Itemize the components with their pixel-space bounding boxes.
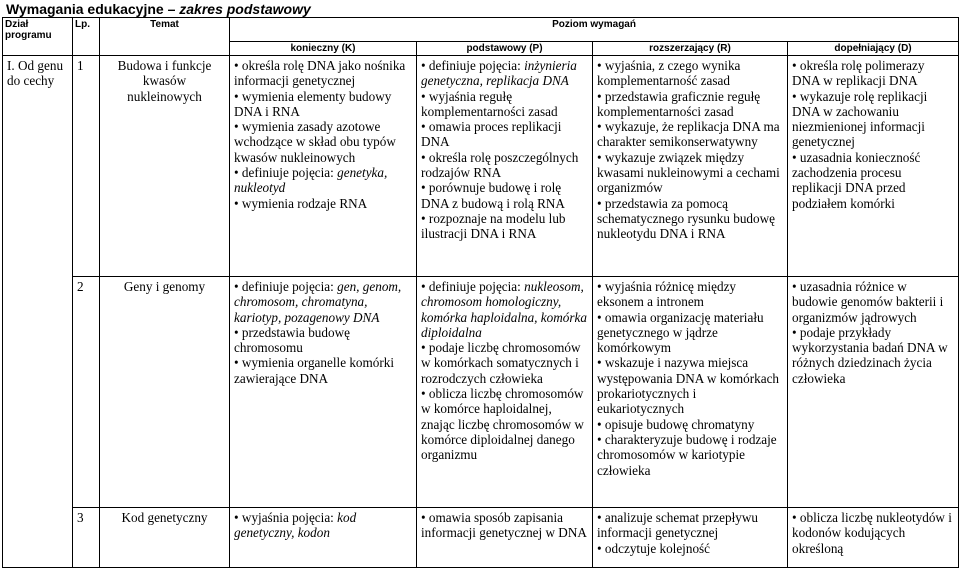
list-item (597, 89, 783, 120)
list-item-text: przedstawia za pomocą schematycznego rysunku budowę nukleotydu DNA i RNA (597, 195, 775, 242)
list-item (792, 89, 954, 150)
list-item-text: przedstawia budowę chromosomu (234, 324, 350, 356)
list-item (792, 325, 954, 386)
list-item-text: omawia sposób zapisania informacji genetycznej w DNA (421, 510, 587, 541)
row-temat: Kod genetyczny (100, 508, 230, 568)
list-item-text: omawia proces replikacji DNA (421, 119, 562, 150)
list-item-text: wymienia zasady azotowe wchodzące w skład obu typów kwasów nukleinowych (234, 119, 396, 165)
cell-konieczny (230, 508, 417, 568)
list-item (792, 58, 954, 89)
list-item (234, 119, 412, 165)
list-item-text: wykazuje rolę replikacji DNA w zachowaniu niezmienionej informacji genetycznej (792, 88, 928, 150)
list-item-term: gen, genom, chromosom, chromatyna, kariotyp, pozagenowy DNA (234, 279, 402, 325)
list-item (792, 510, 954, 556)
row-lp: 1 (73, 56, 100, 277)
cell-rozszerzajacy (593, 56, 788, 277)
requirements-table (2, 17, 959, 568)
cell-dopelniajacy (788, 277, 959, 508)
list-item (597, 196, 783, 242)
list-item-text: podaje liczbę chromosomów w komórkach somatycznych i rozrodczych człowieka (421, 340, 581, 386)
list-item-text: wykazuje związek między kwasami nukleinowymi a cechami organizmów (597, 149, 780, 196)
list-item-text: określa rolę polimerazy DNA w replikacji DNA (792, 58, 925, 89)
list-item (597, 355, 783, 416)
row-temat: Budowa i funkcje kwasów nukleinowych (100, 56, 230, 277)
list-item (421, 180, 588, 211)
header-dzial: Dział programu (3, 18, 73, 56)
page-title-plain: Wymagania edukacyjne – (6, 1, 180, 17)
page-title-italic: zakres podstawowy (179, 1, 311, 17)
list-item (234, 89, 412, 120)
list-item (597, 510, 783, 541)
list-item-text: definiuje pojęcia: (241, 279, 338, 294)
cell-dopelniajacy (788, 56, 959, 277)
list-item-text: uzasadnia konieczność zachodzenia procesu replikacji DNA przed podziałem komórki (792, 149, 921, 211)
list-item-text: rozpoznaje na modelu lub ilustracji DNA i RNA (421, 210, 566, 242)
list-item (597, 310, 783, 356)
list-item-text: wymienia organelle komórki zawierające DNA (234, 355, 395, 386)
list-item (597, 432, 783, 478)
list-item-term: genetyka, nukleotyd (234, 165, 388, 196)
list-item (421, 119, 588, 150)
list-item (421, 340, 588, 386)
list-item-term: nukleosom, chromosom homologiczny, komórka haploidalna, komórka diploidalna (421, 279, 587, 340)
list-item-text: przedstawia graficznie regułę komplementarności zasad (597, 88, 761, 119)
list-item-text: wymienia rodzaje RNA (241, 195, 368, 211)
cell-konieczny (230, 277, 417, 508)
list-item-text: wyjaśnia różnicę między eksonem a intronem (597, 279, 737, 310)
list-item-text: odczytuje kolejność (604, 540, 711, 556)
cell-dopelniajacy (788, 508, 959, 568)
list-item-text: analizuje schemat przepływu informacji genetycznej (597, 510, 758, 541)
cell-rozszerzajacy (593, 277, 788, 508)
list-item (421, 279, 588, 340)
list-item (234, 510, 412, 541)
list-item-text: podaje przykłady wykorzystania badań DNA w różnych dziedzinach życia człowieka (792, 324, 948, 386)
header-level-k: konieczny (K) (230, 42, 417, 56)
table-row (3, 277, 959, 508)
header-level-p: podstawowy (P) (417, 42, 593, 56)
table-row (3, 508, 959, 568)
list-item (234, 355, 412, 386)
list-item (421, 211, 588, 242)
list-item-text: porównuje budowę i rolę DNA z budową i rolą RNA (421, 180, 565, 211)
cell-rozszerzajacy (593, 508, 788, 568)
list-item-text: wyjaśnia pojęcia: (241, 510, 338, 525)
header-poziom: Poziom wymagań (230, 18, 959, 42)
list-item (597, 119, 783, 150)
list-item (421, 58, 588, 89)
list-item-text: definiuje pojęcia: (241, 165, 338, 181)
list-item-text: określa rolę DNA jako nośnika informacji genetycznej (234, 58, 406, 89)
cell-podstawowy (417, 56, 593, 277)
cell-podstawowy (417, 277, 593, 508)
list-item-text: uzasadnia różnice w budowie genomów bakterii i organizmów jądrowych (792, 279, 944, 325)
row-lp: 2 (73, 277, 100, 508)
header-lp: Lp. (73, 18, 100, 56)
list-item-text: definiuje pojęcia: (428, 58, 525, 73)
list-item-text: definiuje pojęcia: (428, 279, 525, 294)
list-item (234, 58, 412, 89)
list-item (421, 150, 588, 181)
list-item-text: omawia organizację materiału genetycznego w jądrze komórkowym (597, 309, 764, 356)
list-item-text: wykazuje, że replikacja DNA ma charakter semikonserwatywny (597, 119, 780, 150)
list-item (234, 196, 412, 211)
page-title (6, 0, 311, 18)
row-lp: 3 (73, 508, 100, 568)
list-item-term: kod genetyczny, kodon (234, 510, 357, 541)
list-item (597, 417, 783, 432)
list-item-text: oblicza liczbę nukleotydów i kodonów kodujących określoną (792, 510, 952, 556)
section-dzial: I. Od genu do cechy (3, 56, 73, 568)
list-item-text: wymienia elementy budowy DNA i RNA (234, 88, 392, 119)
list-item-text: wyjaśnia, z czego wynika komplementarność zasad (597, 58, 741, 89)
list-item (421, 89, 588, 120)
header-temat: Temat (100, 18, 230, 56)
list-item-text: charakteryzuje budowę i rodzaje chromosomów w kariotypie człowieka (597, 431, 777, 478)
list-item (421, 386, 588, 462)
list-item (421, 510, 588, 541)
cell-konieczny (230, 56, 417, 277)
list-item-text: opisuje budowę chromatyny (604, 416, 755, 432)
list-item-text: wskazuje i nazywa miejsca występowania DNA w komórkach prokariotycznych i eukariotycznych (597, 355, 780, 417)
cell-podstawowy (417, 508, 593, 568)
list-item (597, 541, 783, 556)
list-item (597, 150, 783, 196)
list-item-term: inżynieria genetyczna, replikacja DNA (421, 58, 577, 89)
list-item (234, 325, 412, 356)
list-item (597, 279, 783, 310)
list-item (234, 279, 412, 325)
list-item (792, 279, 954, 325)
table-row (3, 56, 959, 277)
list-item (792, 150, 954, 211)
list-item-text: określa rolę poszczególnych rodzajów RNA (421, 149, 579, 181)
list-item-text: oblicza liczbę chromosomów w komórce haploidalnej, znając liczbę chromosomów w komórce diploidalnej danego organizmu (421, 386, 584, 463)
list-item-text: wyjaśnia regułę komplementarności zasad (421, 88, 558, 119)
header-level-d: dopełniający (D) (788, 42, 959, 56)
header-level-r: rozszerzający (R) (593, 42, 788, 56)
list-item (597, 58, 783, 89)
row-temat: Geny i genomy (100, 277, 230, 508)
list-item (234, 165, 412, 196)
